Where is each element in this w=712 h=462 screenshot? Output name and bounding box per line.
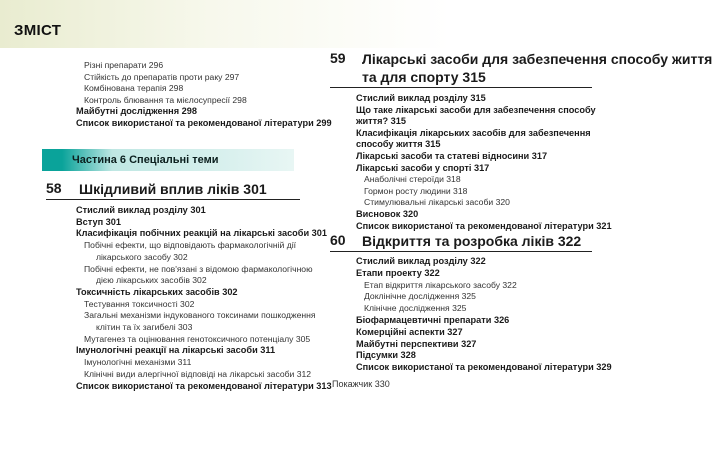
toc-section-entry[interactable]: способу життя 315 (356, 139, 441, 150)
chapter-59-title-line2[interactable]: та для спорту 315 (362, 69, 486, 85)
chapter-59-number: 59 (330, 50, 346, 66)
toc-subsection-entry[interactable]: Стійкість до препаратів проти раку 297 (84, 71, 240, 82)
toc-subsection-entry[interactable]: Клінічні види алергічної відповіді на лікарські засоби 312 (84, 368, 312, 379)
toc-section-entry[interactable]: Стислий виклад розділу 315 (356, 93, 486, 103)
toc-section-entry[interactable]: Лікарські засоби у спорті 317 (356, 162, 490, 173)
toc-subsection-entry[interactable]: Етап відкриття лікарського засобу 322 (364, 279, 517, 290)
toc-section-entry[interactable]: Що таке лікарські засоби для забезпечення способу (356, 104, 596, 115)
toc-subsection-entry[interactable]: Гормон росту людини 318 (364, 185, 468, 196)
toc-section-entry[interactable]: Класифікація побічних реакцій на лікарські засоби 301 (76, 228, 328, 239)
index-entry[interactable]: Покажчик 330 (332, 379, 390, 389)
toc-section-entry[interactable]: Стислий виклад розділу 301 (76, 205, 206, 215)
toc-subsection-entry[interactable]: Імунологічні механізми 311 (84, 357, 192, 368)
toc-subsection-entry[interactable]: Побічні ефекти, не пов'язані з відомою фармакологічною (84, 263, 313, 274)
toc-section-entry[interactable]: життя? 315 (356, 116, 407, 127)
part-label: Частина 6 Спеціальні теми (72, 154, 219, 166)
toc-section-entry[interactable]: Підсумки 328 (356, 350, 416, 361)
toc-subsection-entry[interactable]: Стимулювальні лікарські засоби 320 (364, 197, 510, 208)
toc-section-entry[interactable]: Вступ 301 (76, 216, 122, 227)
chapter-60-title[interactable]: Відкриття та розробка ліків 322 (362, 233, 582, 249)
toc-subsection-entry[interactable]: Побічні ефекти, що відповідають фармакологічній дії (84, 240, 297, 251)
toc-subsection-entry[interactable]: клітин та їх загибелі 303 (96, 322, 193, 332)
toc-section-entry[interactable]: Лікарські засоби та статеві відносини 317 (356, 151, 548, 161)
toc-section-entry[interactable]: Біофармацевтичні препарати 326 (356, 315, 510, 325)
toc-section-entry[interactable]: Стислий виклад розділу 322 (356, 256, 486, 266)
toc-subsection-entry[interactable]: дією лікарських засобів 302 (96, 275, 207, 286)
toc-subsection-entry[interactable]: Доклінічне дослідження 325 (364, 291, 476, 302)
toc-section-entry[interactable]: Комерційні аспекти 327 (356, 326, 463, 337)
toc-subsection-entry[interactable]: лікарського засобу 302 (96, 251, 188, 262)
toc-subsection-entry[interactable]: Мутагенез та оцінювання генотоксичного потенціалу 305 (84, 333, 311, 344)
toc-subsection-entry[interactable]: Загальні механізми індукованого токсинами пошкодження (84, 310, 316, 321)
toc-subsection-entry[interactable]: Контроль блювання та мієлосупресії 298 (84, 94, 247, 105)
toc-section-entry[interactable]: Майбутні дослідження 298 (76, 106, 197, 117)
toc-section-entry[interactable]: Класифікація лікарських засобів для забезпечення (356, 127, 591, 138)
toc-section-entry[interactable]: Список використаної та рекомендованої літератури 329 (356, 362, 612, 373)
page-title: ЗМІСТ (14, 22, 62, 39)
toc-subsection-entry[interactable]: Тестування токсичності 302 (84, 298, 195, 309)
chapter-59-title-line1[interactable]: Лікарські засоби для забезпечення способу життя (362, 51, 712, 67)
toc-section-entry[interactable]: Список використаної та рекомендованої літератури 313 (76, 380, 332, 391)
toc-section-entry[interactable]: Етапи проекту 322 (356, 267, 440, 278)
toc-subsection-entry[interactable]: Анаболічні стероїди 318 (364, 174, 461, 185)
chapter-60-rule (330, 251, 592, 252)
chapter-59-rule (330, 87, 592, 88)
toc-section-entry[interactable]: Список використаної та рекомендованої літератури 299 (76, 118, 332, 128)
chapter-60-number: 60 (330, 232, 346, 248)
toc-section-entry[interactable]: Імунологічні реакції на лікарські засоби 311 (76, 345, 276, 356)
toc-subsection-entry[interactable]: Комбінована терапія 298 (84, 83, 184, 94)
chapter-58-rule (46, 199, 300, 200)
toc-section-entry[interactable]: Токсичність лікарських засобів 302 (76, 286, 238, 297)
chapter-58-number: 58 (46, 180, 62, 196)
toc-section-entry[interactable]: Список використаної та рекомендованої літератури 321 (356, 220, 612, 231)
header-bar (0, 0, 600, 48)
toc-subsection-entry[interactable]: Клінічне дослідження 325 (364, 303, 467, 314)
toc-section-entry[interactable]: Майбутні перспективи 327 (356, 338, 477, 349)
chapter-58-title[interactable]: Шкідливий вплив ліків 301 (79, 181, 267, 197)
toc-subsection-entry[interactable]: Різні препарати 296 (84, 60, 164, 70)
toc-section-entry[interactable]: Висновок 320 (356, 209, 419, 219)
